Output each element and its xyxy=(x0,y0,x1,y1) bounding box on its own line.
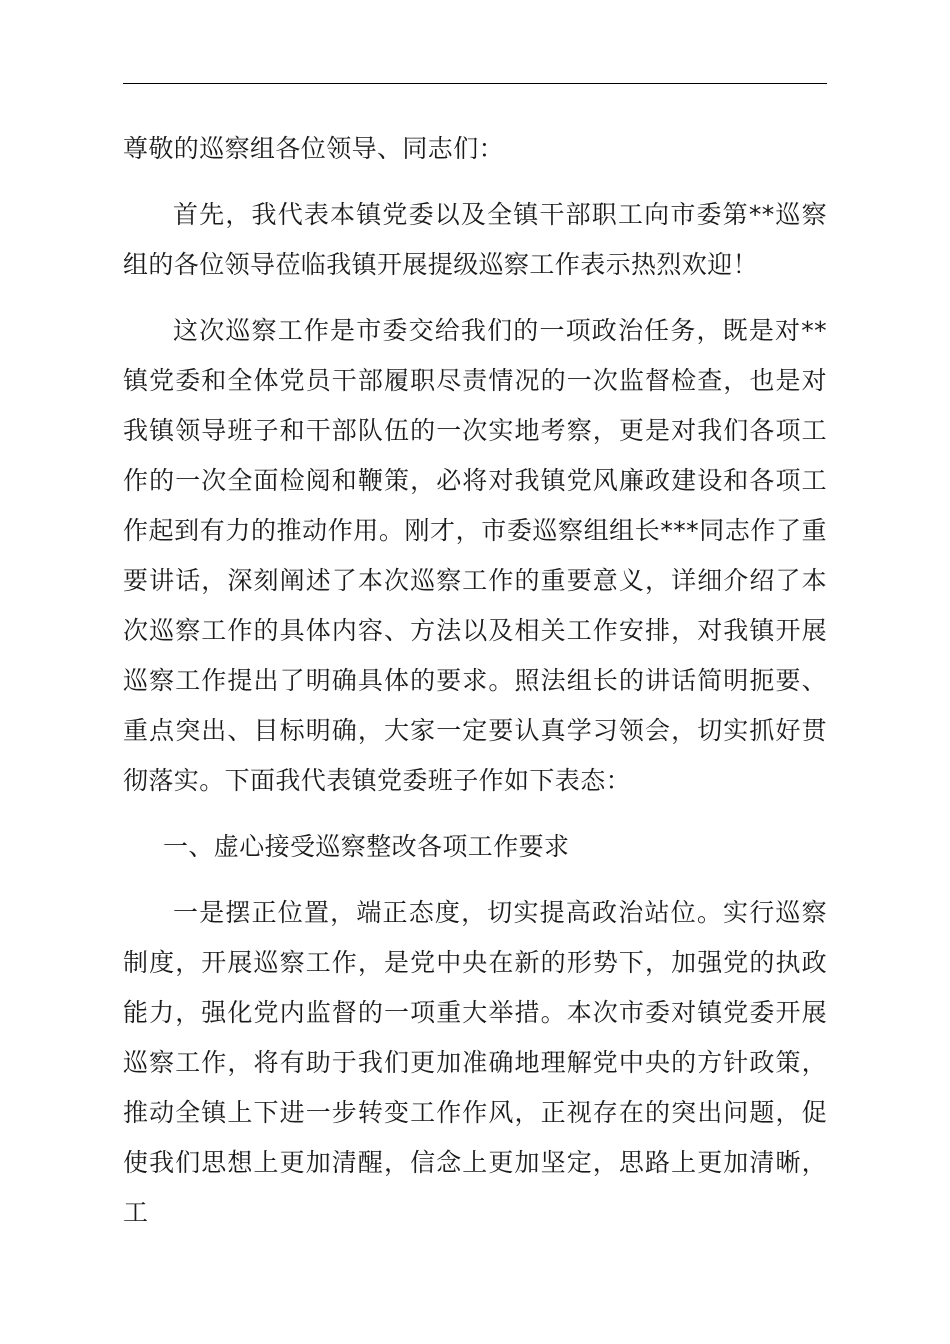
paragraph-significance: 这次巡察工作是市委交给我们的一项政治任务，既是对**镇党委和全体党员干部履职尽责情况的一次监督检查，也是对我镇领导班子和干部队伍的一次实地考察，更是对我们各项工作的一次全面检阅和鞭策，必将对我镇党风廉政建设和各项工作起到有力的推动作用。刚才，市委巡察组组长***同志作了重要讲话，深刻阐述了本次巡察工作的重要意义，详细介绍了本次巡察工作的具体内容、方法以及相关工作安排，对我镇开展巡察工作提出了明确具体的要求。照法组长的讲话简明扼要、重点突出、目标明确，大家一定要认真学习领会，切实抓好贯彻落实。下面我代表镇党委班子作如下表态： xyxy=(123,316,827,795)
paragraph-welcome: 首先，我代表本镇党委以及全镇干部职工向市委第**巡察组的各位领导莅临我镇开展提级巡察工作表示热烈欢迎！ xyxy=(123,200,827,279)
document-body xyxy=(123,124,827,1254)
salutation: 尊敬的巡察组各位领导、同志们： xyxy=(123,134,505,163)
header-rule xyxy=(123,83,827,84)
section-heading: 一、虚心接受巡察整改各项工作要求 xyxy=(163,832,570,861)
paragraph-section-one: 一是摆正位置，端正态度，切实提高政治站位。实行巡察制度，开展巡察工作，是党中央在新的形势下，加强党的执政能力，强化党内监督的一项重大举措。本次市委对镇党委开展巡察工作，将有助于我们更加准确地理解党中央的方针政策，推动全镇上下进一步转变工作作风，正视存在的突出问题，促使我们思想上更加清醒，信念上更加坚定，思路上更加清晰，工 xyxy=(123,898,827,1227)
